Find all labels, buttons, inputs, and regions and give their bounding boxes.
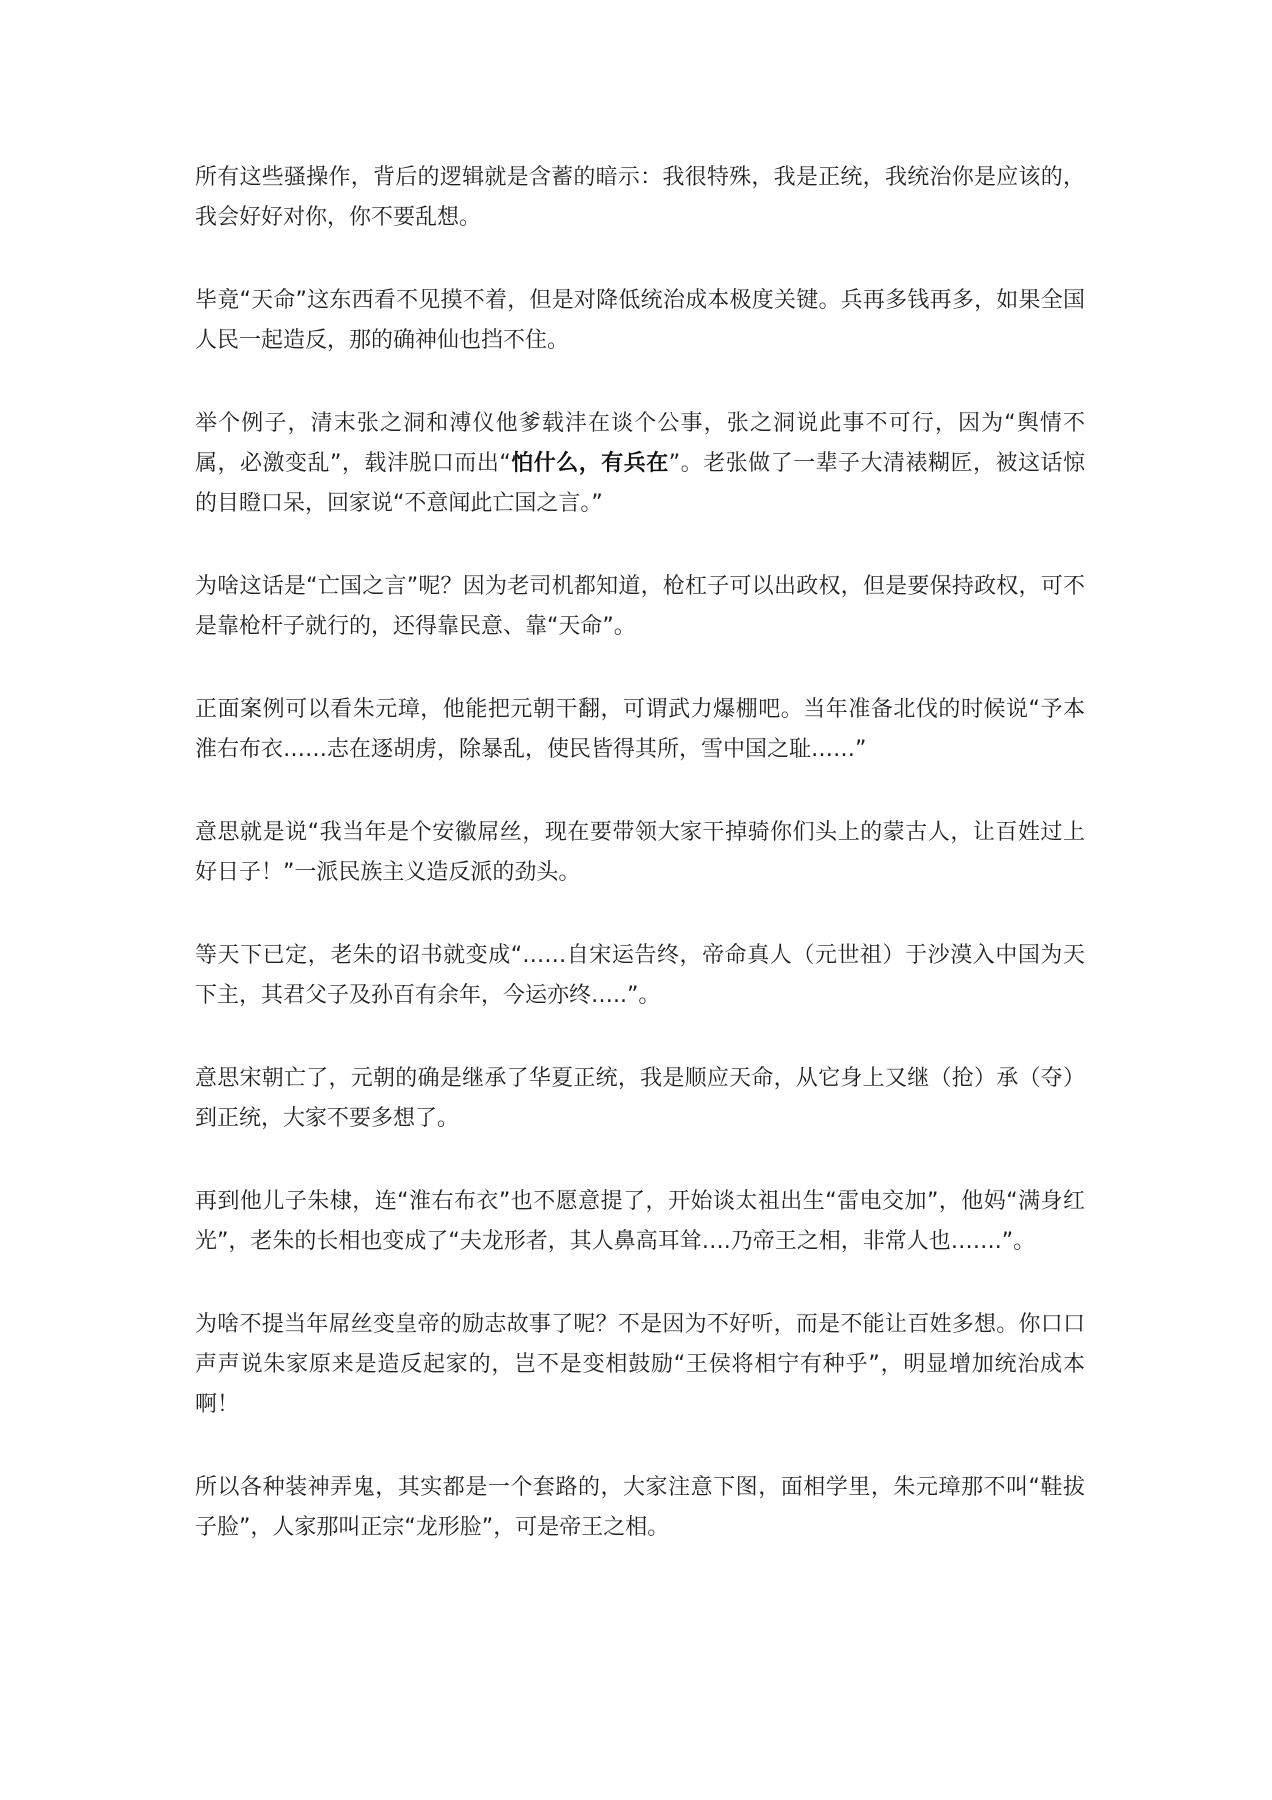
article-body [195,158,1085,1591]
paragraph-text: 再到他儿子朱棣，连“淮右布衣”也不愿意提了，开始谈太祖出生“雷电交加”，他妈“满身红光”，老朱的长相也变成了“夫龙形者，其人鼻高耳耸….乃帝王之相，非常人也…….”。 [195,1189,1085,1254]
paragraph-text: ”。老张做了一辈子大清裱糊匠，被这话惊的目瞪口呆，回家说“不意闻此亡国之言。” [195,451,1086,516]
paragraph-text: 正面案例可以看朱元璋，他能把元朝干翻，可谓武力爆棚吧。当年准备北伐的时候说“予本淮右布衣……志在逐胡虏，除暴乱，使民皆得其所，雪中国之耻……” [195,697,1085,762]
paragraph-text: 所有这些骚操作，背后的逻辑就是含蓄的暗示：我很特殊，我是正统，我统治你是应该的，我会好好对你，你不要乱想。 [195,165,1085,230]
paragraph-9 [195,1182,1085,1262]
paragraph-6 [195,813,1085,893]
paragraph-8 [195,1059,1085,1139]
paragraph-4 [195,567,1085,647]
paragraph-text: 毕竟“天命”这东西看不见摸不着，但是对降低统治成本极度关键。兵再多钱再多，如果全国人民一起造反，那的确神仙也挡不住。 [195,288,1085,353]
paragraph-text: 等天下已定，老朱的诏书就变成“……自宋运告终，帝命真人（元世祖）于沙漠入中国为天下主，其君父子及孙百有余年，今运亦终…..”。 [195,943,1085,1008]
paragraph-10 [195,1305,1085,1425]
paragraph-text: 所以各种装神弄鬼，其实都是一个套路的，大家注意下图，面相学里，朱元璋那不叫“鞋拔子脸”，人家那叫正宗“龙形脸”，可是帝王之相。 [195,1475,1085,1540]
paragraph-text: 为啥不提当年屌丝变皇帝的励志故事了呢？不是因为不好听，而是不能让百姓多想。你口口声声说朱家原来是造反起家的，岂不是变相鼓励“王侯将相宁有种乎”，明显增加统治成本啊！ [195,1312,1085,1417]
paragraph-text: 意思就是说“我当年是个安徽屌丝，现在要带领大家干掉骑你们头上的蒙古人，让百姓过上好日子！”一派民族主义造反派的劲头。 [195,820,1085,885]
paragraph-3 [195,404,1085,524]
paragraph-text: 为啥这话是“亡国之言”呢？因为老司机都知道，枪杠子可以出政权，但是要保持政权，可不是靠枪杆子就行的，还得靠民意、靠“天命”。 [195,574,1085,639]
bold-quote: 怕什么，有兵在 [510,451,669,476]
paragraph-1 [195,158,1085,238]
paragraph-5 [195,690,1085,770]
paragraph-text: 举个例子，清末张之洞和溥仪他爹载沣在谈个公事，张之洞说此事不可行，因为“舆情不属，必激变乱”，载沣脱口而出“ [195,411,1085,476]
paragraph-2 [195,281,1085,361]
paragraph-text: 意思宋朝亡了，元朝的确是继承了华夏正统，我是顺应天命，从它身上又继（抢）承（夺）到正统，大家不要多想了。 [195,1066,1085,1131]
paragraph-11 [195,1468,1085,1548]
paragraph-7 [195,936,1085,1016]
